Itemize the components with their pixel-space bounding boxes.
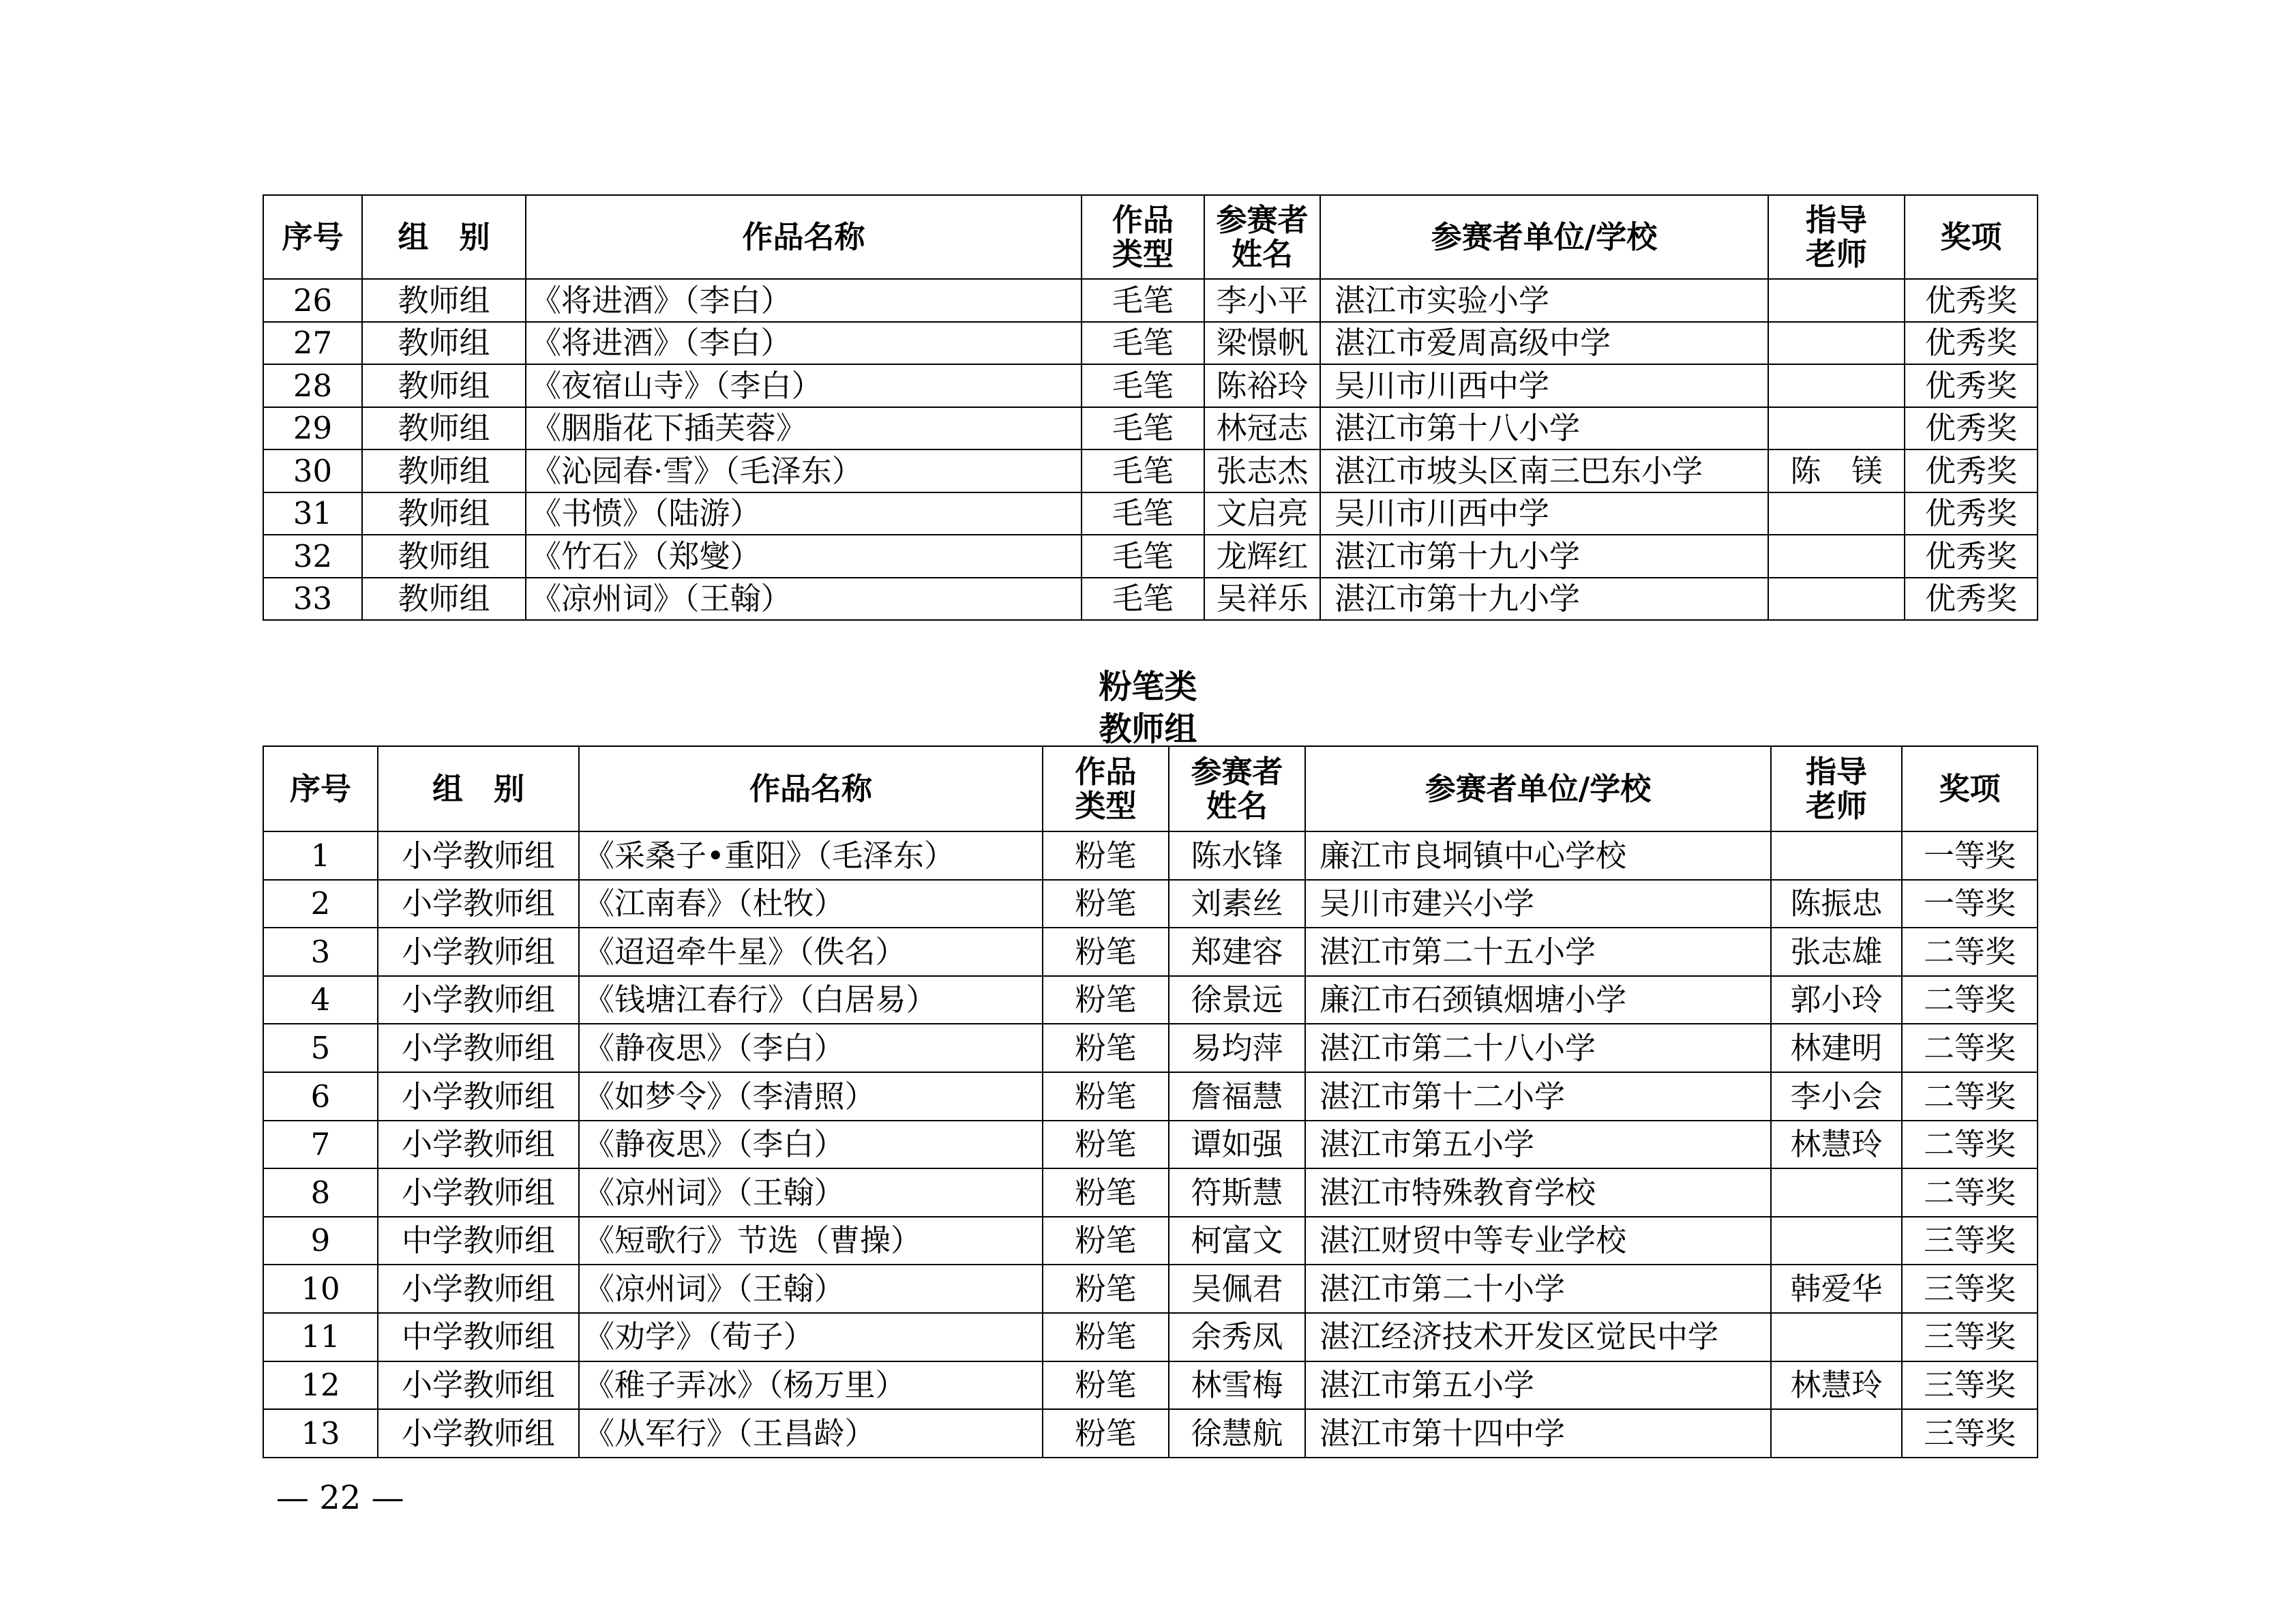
cell-advisor	[1768, 407, 1905, 450]
column-header-index: 序号	[263, 195, 362, 279]
column-header-school: 参赛者单位/学校	[1320, 195, 1768, 279]
cell-index: 11	[263, 1313, 378, 1361]
cell-school: 廉江市良垌镇中心学校	[1305, 831, 1771, 880]
cell-work-title: 《迢迢牵牛星》（佚名）	[579, 928, 1043, 976]
cell-award: 二等奖	[1902, 1168, 2038, 1217]
cell-group: 小学教师组	[378, 1168, 579, 1217]
table-row	[263, 1409, 2038, 1458]
cell-school: 湛江市第十八小学	[1320, 407, 1768, 450]
cell-participant: 易均萍	[1169, 1024, 1305, 1072]
table-row	[263, 1168, 2038, 1217]
cell-index: 13	[263, 1409, 378, 1458]
table-row	[263, 1072, 2038, 1121]
cell-school: 湛江经济技术开发区觉民中学	[1305, 1313, 1771, 1361]
group-heading: 教师组	[1099, 710, 1197, 748]
cell-work-type: 毛笔	[1082, 449, 1204, 492]
cell-index: 8	[263, 1168, 378, 1217]
table-row	[263, 535, 2038, 578]
cell-group: 小学教师组	[378, 976, 579, 1024]
cell-index: 2	[263, 880, 378, 928]
cell-group: 小学教师组	[378, 928, 579, 976]
cell-school: 廉江市石颈镇烟塘小学	[1305, 976, 1771, 1024]
cell-work-title: 《短歌行》节选（曹操）	[579, 1217, 1043, 1265]
cell-index: 32	[263, 535, 362, 578]
cell-award: 优秀奖	[1905, 492, 2038, 535]
table-body	[263, 831, 2038, 1458]
cell-award: 优秀奖	[1905, 578, 2038, 621]
cell-school: 湛江市第二十小学	[1305, 1265, 1771, 1313]
table-row	[263, 1313, 2038, 1361]
cell-award: 优秀奖	[1905, 407, 2038, 450]
awards-table-chalk	[263, 745, 2038, 1458]
cell-work-title: 《凉州词》（王翰）	[579, 1265, 1043, 1313]
cell-work-title: 《如梦令》（李清照）	[579, 1072, 1043, 1121]
cell-group: 小学教师组	[378, 1361, 579, 1410]
cell-participant: 符斯慧	[1169, 1168, 1305, 1217]
cell-work-title: 《静夜思》（李白）	[579, 1121, 1043, 1169]
cell-group: 教师组	[362, 492, 526, 535]
cell-school: 湛江市第二十八小学	[1305, 1024, 1771, 1072]
cell-index: 5	[263, 1024, 378, 1072]
cell-advisor	[1768, 535, 1905, 578]
cell-work-title: 《稚子弄冰》（杨万里）	[579, 1361, 1043, 1410]
cell-work-title: 《钱塘江春行》（白居易）	[579, 976, 1043, 1024]
cell-advisor: 陈 镁	[1768, 449, 1905, 492]
cell-index: 10	[263, 1265, 378, 1313]
cell-index: 3	[263, 928, 378, 976]
table-row	[263, 1121, 2038, 1169]
cell-advisor	[1771, 831, 1902, 880]
cell-index: 4	[263, 976, 378, 1024]
cell-school: 湛江市第十九小学	[1320, 535, 1768, 578]
table-header-row	[263, 746, 2038, 831]
cell-work-title: 《沁园春·雪》（毛泽东）	[526, 449, 1082, 492]
column-header-work-title: 作品名称	[579, 746, 1043, 831]
table-row	[263, 322, 2038, 365]
cell-participant: 李小平	[1204, 279, 1320, 322]
cell-advisor: 林建明	[1771, 1024, 1902, 1072]
table-row	[263, 1024, 2038, 1072]
cell-group: 小学教师组	[378, 1265, 579, 1313]
cell-index: 6	[263, 1072, 378, 1121]
column-header-advisor: 指导 老师	[1768, 195, 1905, 279]
cell-award: 优秀奖	[1905, 279, 2038, 322]
table-row	[263, 364, 2038, 407]
table-row	[263, 880, 2038, 928]
column-header-work-type: 作品 类型	[1043, 746, 1169, 831]
cell-advisor: 李小会	[1771, 1072, 1902, 1121]
cell-index: 26	[263, 279, 362, 322]
cell-school: 吴川市川西中学	[1320, 492, 1768, 535]
cell-participant: 柯富文	[1169, 1217, 1305, 1265]
table-row	[263, 279, 2038, 322]
cell-advisor	[1768, 492, 1905, 535]
table-header-row	[263, 195, 2038, 279]
cell-participant: 林冠志	[1204, 407, 1320, 450]
column-header-advisor: 指导 老师	[1771, 746, 1902, 831]
cell-index: 1	[263, 831, 378, 880]
cell-advisor: 林慧玲	[1771, 1361, 1902, 1410]
cell-work-title: 《竹石》（郑燮）	[526, 535, 1082, 578]
cell-award: 优秀奖	[1905, 535, 2038, 578]
cell-school: 湛江市爱周高级中学	[1320, 322, 1768, 365]
cell-school: 湛江市实验小学	[1320, 279, 1768, 322]
cell-index: 33	[263, 578, 362, 621]
cell-advisor	[1771, 1313, 1902, 1361]
cell-group: 教师组	[362, 535, 526, 578]
cell-participant: 徐慧航	[1169, 1409, 1305, 1458]
cell-award: 二等奖	[1902, 1121, 2038, 1169]
table-body	[263, 279, 2038, 620]
cell-work-title: 《劝学》（荀子）	[579, 1313, 1043, 1361]
cell-group: 教师组	[362, 322, 526, 365]
cell-group: 中学教师组	[378, 1313, 579, 1361]
cell-group: 小学教师组	[378, 1121, 579, 1169]
cell-group: 教师组	[362, 578, 526, 621]
cell-advisor	[1768, 578, 1905, 621]
cell-advisor	[1768, 364, 1905, 407]
cell-work-type: 毛笔	[1082, 578, 1204, 621]
cell-work-type: 粉笔	[1043, 928, 1169, 976]
cell-work-type: 毛笔	[1082, 322, 1204, 365]
cell-work-type: 粉笔	[1043, 1313, 1169, 1361]
cell-work-type: 粉笔	[1043, 1121, 1169, 1169]
cell-participant: 张志杰	[1204, 449, 1320, 492]
cell-advisor	[1768, 322, 1905, 365]
cell-index: 27	[263, 322, 362, 365]
table-row	[263, 976, 2038, 1024]
cell-work-type: 粉笔	[1043, 1217, 1169, 1265]
cell-group: 小学教师组	[378, 880, 579, 928]
cell-award: 优秀奖	[1905, 364, 2038, 407]
cell-school: 湛江财贸中等专业学校	[1305, 1217, 1771, 1265]
cell-participant: 郑建容	[1169, 928, 1305, 976]
column-header-award: 奖项	[1902, 746, 2038, 831]
cell-award: 优秀奖	[1905, 322, 2038, 365]
cell-school: 湛江市第五小学	[1305, 1361, 1771, 1410]
table-row	[263, 831, 2038, 880]
cell-work-title: 《江南春》（杜牧）	[579, 880, 1043, 928]
cell-work-title: 《胭脂花下插芙蓉》	[526, 407, 1082, 450]
cell-award: 二等奖	[1902, 1024, 2038, 1072]
cell-index: 31	[263, 492, 362, 535]
cell-participant: 陈水锋	[1169, 831, 1305, 880]
cell-work-type: 毛笔	[1082, 364, 1204, 407]
cell-participant: 谭如强	[1169, 1121, 1305, 1169]
cell-work-title: 《从军行》（王昌龄）	[579, 1409, 1043, 1458]
column-header-index: 序号	[263, 746, 378, 831]
cell-work-title: 《静夜思》（李白）	[579, 1024, 1043, 1072]
cell-index: 28	[263, 364, 362, 407]
cell-group: 中学教师组	[378, 1217, 579, 1265]
column-header-work-title: 作品名称	[526, 195, 1082, 279]
cell-award: 一等奖	[1902, 880, 2038, 928]
cell-award: 二等奖	[1902, 928, 2038, 976]
cell-group: 小学教师组	[378, 831, 579, 880]
cell-participant: 林雪梅	[1169, 1361, 1305, 1410]
cell-participant: 刘素丝	[1169, 880, 1305, 928]
cell-work-type: 粉笔	[1043, 1409, 1169, 1458]
cell-participant: 梁憬帆	[1204, 322, 1320, 365]
cell-work-type: 粉笔	[1043, 1168, 1169, 1217]
cell-school: 湛江市第五小学	[1305, 1121, 1771, 1169]
cell-advisor: 韩爱华	[1771, 1265, 1902, 1313]
cell-school: 湛江市特殊教育学校	[1305, 1168, 1771, 1217]
cell-award: 三等奖	[1902, 1217, 2038, 1265]
cell-work-title: 《书愤》（陆游）	[526, 492, 1082, 535]
column-header-work-type: 作品 类型	[1082, 195, 1204, 279]
cell-advisor	[1771, 1217, 1902, 1265]
cell-award: 三等奖	[1902, 1313, 2038, 1361]
cell-group: 教师组	[362, 449, 526, 492]
cell-work-type: 毛笔	[1082, 492, 1204, 535]
table-row	[263, 407, 2038, 450]
cell-school: 湛江市第十九小学	[1320, 578, 1768, 621]
column-header-group: 组 别	[378, 746, 579, 831]
cell-advisor	[1768, 279, 1905, 322]
cell-group: 教师组	[362, 364, 526, 407]
cell-school: 湛江市第十二小学	[1305, 1072, 1771, 1121]
column-header-participant: 参赛者 姓名	[1204, 195, 1320, 279]
table-row	[263, 578, 2038, 621]
page-number: — 22 —	[276, 1479, 404, 1517]
cell-participant: 文启亮	[1204, 492, 1320, 535]
cell-school: 吴川市川西中学	[1320, 364, 1768, 407]
cell-work-type: 粉笔	[1043, 1265, 1169, 1313]
cell-work-title: 《采桑子•重阳》（毛泽东）	[579, 831, 1043, 880]
cell-group: 小学教师组	[378, 1072, 579, 1121]
cell-school: 湛江市第二十五小学	[1305, 928, 1771, 976]
cell-work-type: 粉笔	[1043, 1361, 1169, 1410]
cell-participant: 龙辉红	[1204, 535, 1320, 578]
cell-participant: 陈裕玲	[1204, 364, 1320, 407]
cell-advisor: 林慧玲	[1771, 1121, 1902, 1169]
table-row	[263, 1217, 2038, 1265]
cell-award: 优秀奖	[1905, 449, 2038, 492]
cell-work-type: 毛笔	[1082, 535, 1204, 578]
column-header-award: 奖项	[1905, 195, 2038, 279]
cell-advisor	[1771, 1168, 1902, 1217]
cell-work-type: 毛笔	[1082, 279, 1204, 322]
cell-work-title: 《将进酒》（李白）	[526, 322, 1082, 365]
column-header-participant: 参赛者 姓名	[1169, 746, 1305, 831]
cell-work-type: 粉笔	[1043, 1072, 1169, 1121]
cell-work-type: 粉笔	[1043, 1024, 1169, 1072]
category-heading: 粉笔类	[1099, 668, 1197, 706]
table-row	[263, 928, 2038, 976]
cell-index: 12	[263, 1361, 378, 1410]
cell-participant: 吴佩君	[1169, 1265, 1305, 1313]
cell-school: 吴川市建兴小学	[1305, 880, 1771, 928]
cell-school: 湛江市第十四中学	[1305, 1409, 1771, 1458]
cell-advisor: 郭小玲	[1771, 976, 1902, 1024]
cell-advisor: 张志雄	[1771, 928, 1902, 976]
cell-group: 教师组	[362, 279, 526, 322]
table-row	[263, 492, 2038, 535]
column-header-group: 组 别	[362, 195, 526, 279]
cell-award: 二等奖	[1902, 976, 2038, 1024]
cell-award: 三等奖	[1902, 1265, 2038, 1313]
cell-participant: 余秀凤	[1169, 1313, 1305, 1361]
cell-group: 小学教师组	[378, 1024, 579, 1072]
cell-group: 教师组	[362, 407, 526, 450]
cell-work-title: 《夜宿山寺》（李白）	[526, 364, 1082, 407]
cell-award: 三等奖	[1902, 1409, 2038, 1458]
cell-group: 小学教师组	[378, 1409, 579, 1458]
table-row	[263, 449, 2038, 492]
cell-work-type: 粉笔	[1043, 976, 1169, 1024]
awards-table-brush	[263, 194, 2038, 621]
cell-award: 三等奖	[1902, 1361, 2038, 1410]
column-header-school: 参赛者单位/学校	[1305, 746, 1771, 831]
cell-work-type: 粉笔	[1043, 880, 1169, 928]
cell-award: 二等奖	[1902, 1072, 2038, 1121]
cell-index: 7	[263, 1121, 378, 1169]
cell-school: 湛江市坡头区南三巴东小学	[1320, 449, 1768, 492]
cell-index: 30	[263, 449, 362, 492]
table-row	[263, 1361, 2038, 1410]
cell-participant: 詹福慧	[1169, 1072, 1305, 1121]
cell-advisor	[1771, 1409, 1902, 1458]
cell-index: 29	[263, 407, 362, 450]
cell-work-title: 《凉州词》（王翰）	[579, 1168, 1043, 1217]
cell-advisor: 陈振忠	[1771, 880, 1902, 928]
cell-index: 9	[263, 1217, 378, 1265]
cell-work-type: 粉笔	[1043, 831, 1169, 880]
cell-work-title: 《凉州词》（王翰）	[526, 578, 1082, 621]
cell-award: 一等奖	[1902, 831, 2038, 880]
cell-work-type: 毛笔	[1082, 407, 1204, 450]
table-row	[263, 1265, 2038, 1313]
cell-participant: 吴祥乐	[1204, 578, 1320, 621]
cell-participant: 徐景远	[1169, 976, 1305, 1024]
cell-work-title: 《将进酒》（李白）	[526, 279, 1082, 322]
